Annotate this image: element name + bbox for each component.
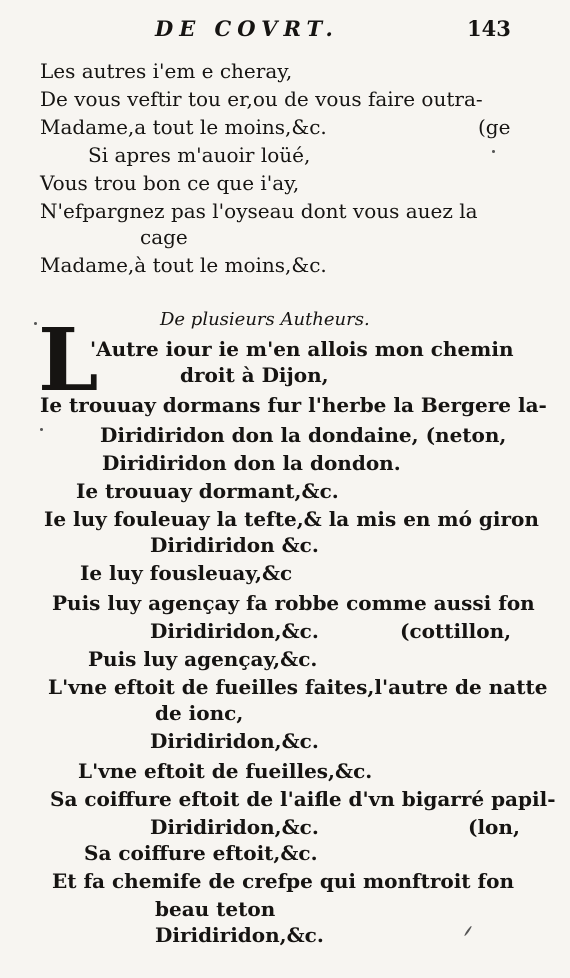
verse-line: De vous veftir tou er,ou de vous faire outra-	[40, 87, 483, 111]
verse-line: Vous trou bon ce que i'ay,	[40, 171, 300, 195]
ink-speck	[40, 428, 43, 431]
drop-cap: L	[38, 310, 99, 411]
verse-line: Si apres m'auoir loüé,	[88, 143, 311, 167]
page-number: 143	[467, 16, 511, 41]
verse-line: Diridiridon,&c.	[150, 619, 319, 643]
verse-line: Puis luy agençay fa robbe comme aussi fon	[52, 591, 535, 615]
ink-speck	[492, 150, 495, 153]
verse-line: droit à Dijon,	[180, 363, 329, 387]
verse-line: Ie trouuay dormans fur l'herbe la Bergere la-	[40, 393, 547, 417]
verse-line: de ionc,	[155, 701, 244, 725]
verse-line: (cottillon,	[400, 619, 512, 643]
verse-line: Ie luy fousleuay,&c	[80, 561, 293, 585]
verse-line: Puis luy agençay,&c.	[88, 647, 318, 671]
verse-line: Et fa chemife de crefpe qui monftroit fon	[52, 869, 514, 893]
verse-line: cage	[140, 225, 188, 249]
verse-line: Diridiridon,&c.	[150, 729, 319, 753]
verse-line: L'vne eftoit de fueilles,&c.	[78, 759, 373, 783]
verse-line: L'vne eftoit de fueilles faites,l'autre de natte	[48, 675, 548, 699]
verse-line: (ge	[478, 115, 511, 139]
ink-speck	[34, 322, 37, 325]
verse-line: Diridiridon don la dondaine, (neton,	[100, 423, 507, 447]
verse-line: beau teton	[155, 897, 276, 921]
verse-line: Diridiridon don la dondon.	[102, 451, 401, 475]
verse-line: Diridiridon,&c.	[150, 815, 319, 839]
verse-line: N'efpargnez pas l'oyseau dont vous auez la	[40, 199, 478, 223]
verse-line: Madame,à tout le moins,&c.	[40, 253, 327, 277]
section-heading: De plusieurs Autheurs.	[160, 309, 370, 330]
verse-line: Diridiridon,&c.	[155, 923, 324, 947]
verse-line: Ie trouuay dormant,&c.	[76, 479, 339, 503]
verse-line: Sa coiffure eftoit,&c.	[84, 841, 318, 865]
verse-line: 'Autre iour ie m'en allois mon chemin	[90, 337, 514, 361]
ink-speck	[464, 926, 473, 937]
verse-line: Madame,a tout le moins,&c.	[40, 115, 327, 139]
verse-line: (lon,	[468, 815, 520, 839]
running-title: DE COVRT.	[155, 16, 339, 41]
verse-line: Diridiridon &c.	[150, 533, 319, 557]
verse-line: Sa coiffure eftoit de l'aifle d'vn bigarré papil-	[50, 787, 556, 811]
verse-line: Ie luy fouleuay la tefte,& la mis en mó giron	[44, 507, 539, 531]
verse-line: Les autres i'em e cheray,	[40, 59, 293, 83]
